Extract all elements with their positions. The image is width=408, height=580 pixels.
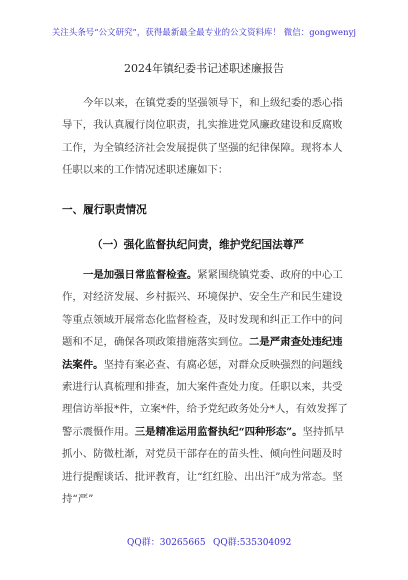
header-note: 关注头条号“公文研究”，获得最新最全最专业的公文资料库！ 微信：gongwenyj bbox=[51, 27, 357, 37]
footer-qq-group-1: QQ群：30265665 bbox=[127, 538, 206, 548]
intro-paragraph: 今年以来，在镇党委的坚强领导下，和上级纪委的悉心指导下，我认真履行岗位职责，扎实推进党风廉政建设和反腐败工作，为全镇经济社会发展提供了坚强的纪律保障。现将本人任职以来的工作情况述职述廉如下： bbox=[62, 97, 343, 177]
body-paragraph bbox=[62, 264, 348, 510]
body-lead-1: 一是加强日常监督检查。 bbox=[83, 269, 198, 281]
body-text-2: 坚持有案必查、有腐必惩，对群众反映强烈的问题线索进行认真梳理和排查，加大案件查处力度。任职以来，共受理信访举报*件，立案*件，给予党纪政务处分*人，有效发挥了警示震慑作用。 bbox=[62, 358, 348, 438]
footer-qq-group-2: QQ群:535304092 bbox=[213, 538, 292, 548]
body-text-1: 紧紧围绕镇党委、政府的中心工作，对经济发展、乡村振兴、环境保护、安全生产和民生建设等重点领域开展常态化监督检查，及时发现和纠正工作中的问题和不足，确保各项政策措施落实到位。 bbox=[62, 269, 343, 349]
body-text-3: 坚持抓早抓小、防微杜渐，对党员干部存在的苗头性、倾向性问题及时进行提醒谈话、批评教育，让“红红脸、出出汗”成为常态。坚持“严” bbox=[62, 425, 345, 506]
body-lead-3: 三是精准运用监督执纪“四种形态”。 bbox=[134, 425, 303, 438]
body-lead-2: 二是严肃查处违纪违法案件。 bbox=[62, 336, 343, 371]
footer bbox=[0, 535, 408, 549]
section-heading-1: 一、履行职责情况 bbox=[62, 204, 147, 216]
subsection-heading-1: （一）强化监督执纪问责，维护党纪国法尊严 bbox=[92, 239, 304, 251]
page-title: 2024年镇纪委书记述职述廉报告 bbox=[124, 62, 284, 75]
